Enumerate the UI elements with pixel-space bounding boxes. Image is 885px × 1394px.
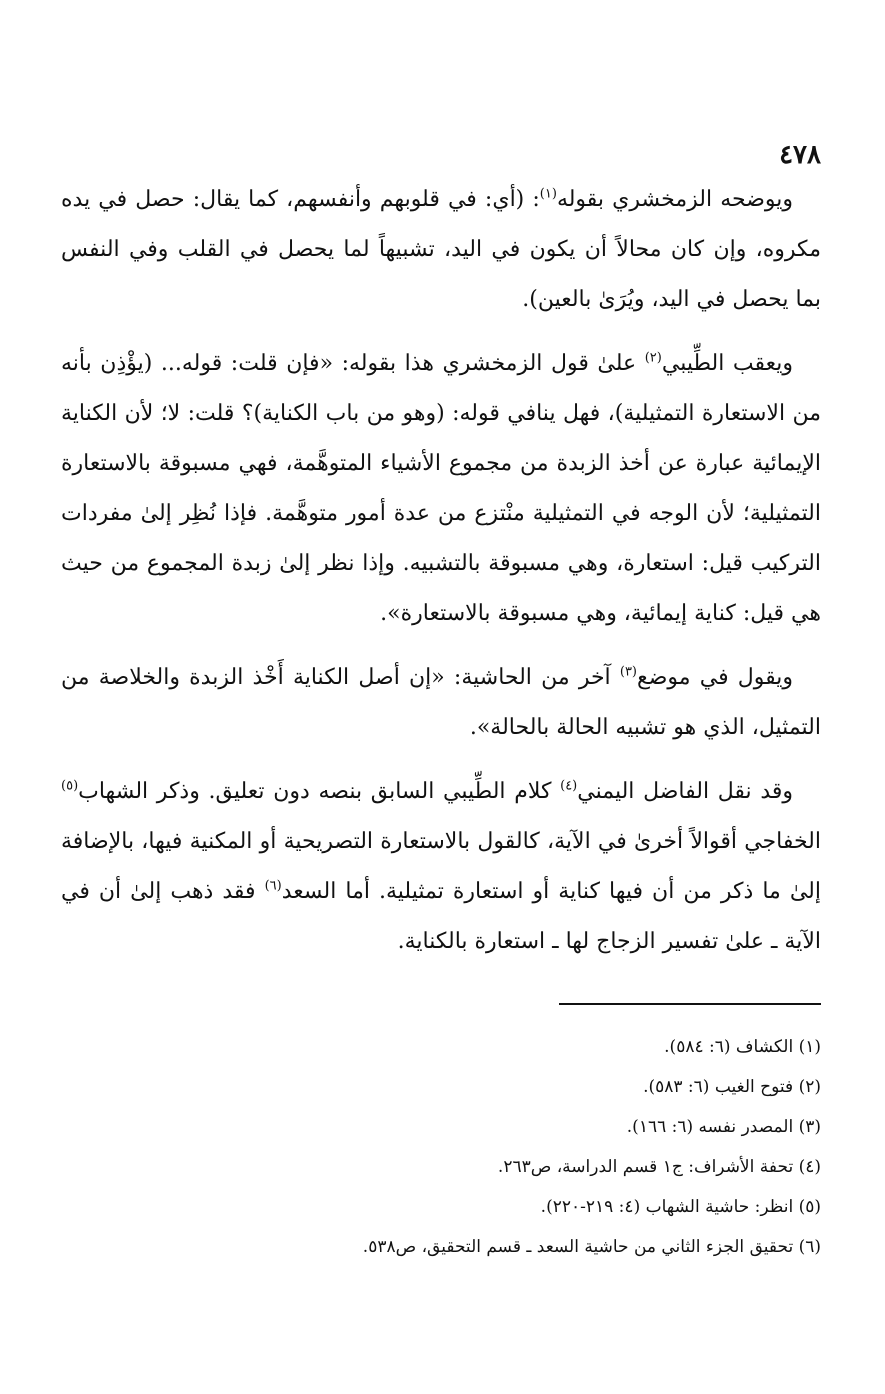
footnote-divider xyxy=(559,1003,821,1005)
paragraph-text: علىٰ قول الزمخشري هذا بقوله: «فإن قلت: قوله... (يؤْذِن بأنه من الاستعارة التمثيلية)، فهل ينافي قوله: (وهو من باب الكناية)؟ قلت: لا؛ لأن الكناية الإيمائية عبارة عن أخذ الزبدة من مجموع الأشياء المتوهَّمة، فهي مسبوقة بالاستعارة التمثيلية؛ لأن الوجه في التمثيلية منْتزع من عدة أمور متوهَّمة. فإذا نُظِر إلىٰ مفردات التركيب قيل: استعارة، وهي مسبوقة بالتشبيه. وإذا نظر إلىٰ زبدة المجموع من حيث هي قيل: كناية إيمائية، وهي مسبوقة بالاستعارة». xyxy=(61,351,821,626)
paragraph-text: ويقول في موضع xyxy=(637,665,793,690)
footnote-ref-3: (٣) xyxy=(619,664,637,680)
footnote-2: (٢) فتوح الغيب (٦: ٥٨٣). xyxy=(643,1077,821,1097)
paragraph-text: آخر من الحاشية: «إن أصل الكناية أَخْذ الزبدة والخلاصة من التمثيل، الذي هو تشبيه الحالة بالحالة». xyxy=(61,665,821,740)
footnote-ref-2: (٢) xyxy=(644,350,662,366)
footnote-ref-4: (٤) xyxy=(560,778,578,794)
footnote-5: (٥) انظر: حاشية الشهاب (٤: ٢١٩-٢٢٠). xyxy=(540,1197,821,1217)
paragraph-text: ويعقب الطِّيبي xyxy=(661,351,793,376)
footnote-3: (٣) المصدر نفسه (٦: ١٦٦). xyxy=(626,1117,821,1137)
paragraph-text: كلام الطِّيبي السابق بنصه دون تعليق. وذكر الشهاب xyxy=(78,779,561,804)
footnote-4: (٤) تحفة الأشراف: ج١ قسم الدراسة، ص٢٦٣. xyxy=(497,1157,821,1177)
paragraph-1 xyxy=(61,175,821,325)
page-number: ٤٧٨ xyxy=(779,140,821,170)
paragraph-text: الخفاجي أقوالاً أخرىٰ في الآية، كالقول بالاستعارة التصريحية أو المكنية فيها، بالإضافة إلىٰ ما ذكر من أن فيها كناية أو استعارة تمثيلية. أما السعد xyxy=(61,829,821,904)
paragraph-text: وقد نقل الفاضل اليمني xyxy=(577,779,794,804)
footnote-ref-6: (٦) xyxy=(264,878,282,894)
footnotes xyxy=(61,1027,821,1267)
footnote-6: (٦) تحقيق الجزء الثاني من حاشية السعد ـ قسم التحقيق، ص٥٣٨. xyxy=(362,1237,821,1257)
paragraph-4 xyxy=(61,767,821,967)
paragraph-3 xyxy=(61,653,821,753)
paragraph-text: فقد ذهب إلىٰ أن في الآية ـ علىٰ تفسير الزجاج لها ـ استعارة بالكناية. xyxy=(61,879,821,954)
footnote-ref-1: (١) xyxy=(539,186,557,202)
main-text xyxy=(61,175,821,981)
paragraph-text: ويوضحه الزمخشري بقوله xyxy=(556,187,793,212)
paragraph-text: : (أي: في قلوبهم وأنفسهم، كما يقال: حصل في يده مكروه، وإن كان محالاً أن يكون في اليد، تشبيهاً لما يحصل في القلب وفي النفس بما يحصل في اليد، ويُرَىٰ بالعين). xyxy=(61,187,821,312)
footnote-1: (١) الكشاف (٦: ٥٨٤). xyxy=(664,1037,821,1057)
paragraph-2 xyxy=(61,339,821,639)
footnote-ref-5: (٥) xyxy=(61,778,79,794)
